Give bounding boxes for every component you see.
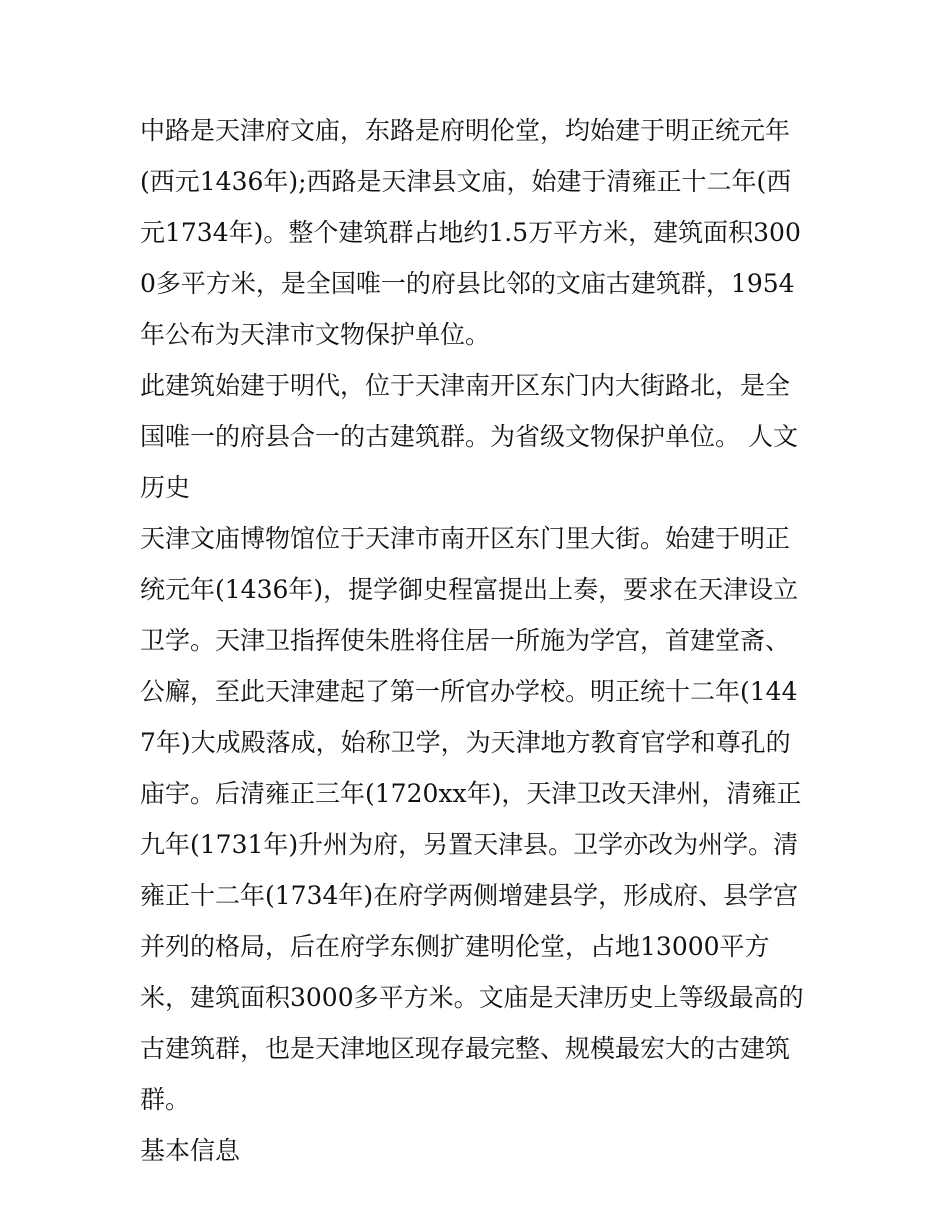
paragraph-museum-history: 天津文庙博物馆位于天津市南开区东门里大街。始建于明正统元年(1436年)，提学御史程富提出上奏，要求在天津设立卫学。天津卫指挥使朱胜将住居一所施为学宫，首建堂斋、公廨，至此天津建起了第一所官办学校。明正统十二年(1447年)大成殿落成，始称卫学，为天津地方教育官学和尊孔的庙宇。后清雍正三年(1720xx年)，天津卫改天津州，清雍正九年(1731年)升州为府，另置天津县。卫学亦改为州学。清雍正十二年(1734年)在府学两侧增建县学，形成府、县学宫并列的格局，后在府学东侧扩建明伦堂，占地13000平方米，建筑面积3000多平方米。文庙是天津历史上等级最高的古建筑群，也是天津地区现存最完整、规模最宏大的古建筑群。	[140, 524, 804, 1114]
section-heading-basic-info: 基本信息	[140, 1136, 241, 1165]
paragraph-building-origin: 此建筑始建于明代，位于天津南开区东门内大街路北，是全国唯一的府县合一的古建筑群。为省级文物保护单位。 人文历史	[140, 371, 798, 502]
document-body	[140, 105, 812, 1176]
paragraph-wenmiao-layout: 中路是天津府文庙，东路是府明伦堂，均始建于明正统元年(西元1436年);西路是天津县文庙，始建于清雍正十二年(西元1734年)。整个建筑群占地约1.5万平方米，建筑面积3000多平方米，是全国唯一的府县比邻的文庙古建筑群，1954年公布为天津市文物保护单位。	[140, 116, 801, 349]
